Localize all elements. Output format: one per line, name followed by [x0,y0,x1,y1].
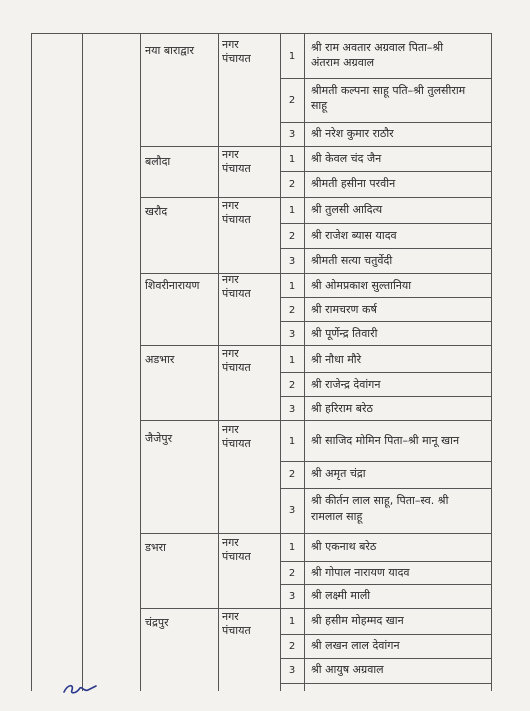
member-name: श्री हरिराम बरेठ [311,402,373,415]
member-number: 2 [288,380,296,391]
member-name: श्रीमती कल्पना साहू पति–श्री तुलसीराम [311,84,466,97]
member-name-cont: साहू [311,99,328,112]
place-name: नया बाराद्वार [145,44,194,57]
row-rule [280,658,492,659]
body-type-line2: पंचायत [222,52,251,65]
member-name: श्री पूर्णेन्द्र तिवारी [311,327,378,340]
column-rule [140,33,141,691]
member-name-cont: रामलाल साहू [311,510,363,523]
member-number: 2 [288,95,296,106]
place-name: चंद्रपुर [145,616,169,629]
member-name-cont: अंतराम अग्रवाल [311,56,375,69]
member-name: श्री ओमप्रकाश सुल्तानिया [311,279,412,292]
member-number: 2 [288,305,296,316]
place-name: डभरा [145,541,166,554]
body-type-line2: पंचायत [222,361,251,374]
body-type-line1: नगर [222,148,239,161]
member-number: 3 [288,591,296,602]
member-name: श्री रामचरण कर्ष [311,303,377,316]
member-number: 3 [288,129,296,140]
handwritten-signature-mark [62,678,98,698]
member-number: 2 [288,469,296,480]
member-number: 1 [288,281,296,292]
row-rule [280,461,492,462]
place-name: शिवरीनारायण [145,279,200,292]
member-name: श्री नरेश कुमार राठौर [311,127,394,140]
member-name: श्री लखन लाल देवांगन [311,639,400,652]
member-number: 3 [288,404,296,415]
table-border-top [31,33,492,34]
body-type-line1: नगर [222,38,239,51]
member-number: 2 [288,231,296,242]
row-rule [280,78,492,79]
row-rule [280,488,492,489]
place-name: बलौदा [145,155,171,168]
body-type-line1: नगर [222,610,239,623]
row-rule [280,683,492,684]
member-name: श्री गोपाल नारायण यादव [311,566,410,579]
member-name: श्री आयुष अग्रवाल [311,663,384,676]
row-rule [280,372,492,373]
member-name: श्री साजिद मोमिन पिता–श्री मानू खान [311,434,460,447]
row-rule [140,533,492,534]
row-rule [280,297,492,298]
place-name: जैजेपुर [145,432,173,445]
member-number: 2 [288,641,296,652]
member-number: 3 [288,329,296,340]
member-number: 1 [288,355,296,366]
member-name: श्री अमृत चंद्रा [311,467,366,480]
member-number: 3 [288,505,296,516]
row-rule [280,122,492,123]
body-type-line1: नगर [222,536,239,549]
member-name: श्री हसीम मोहम्मद खान [311,614,404,627]
column-rule [304,33,305,691]
member-name: श्री केवल चंद जैन [311,152,382,165]
place-name: खरौद [145,205,168,218]
row-rule [140,345,492,346]
row-rule [140,608,492,609]
column-rule [218,33,219,691]
row-rule [280,223,492,224]
body-type-line1: नगर [222,199,239,212]
member-name: श्री तुलसी आदित्य [311,203,383,216]
body-type-line2: पंचायत [222,213,251,226]
member-number: 1 [288,616,296,627]
row-rule [280,396,492,397]
member-number: 2 [288,179,296,190]
body-type-line2: पंचायत [222,287,251,300]
member-name: श्री नौधा मौरे [311,353,362,366]
body-type-line2: पंचायत [222,550,251,563]
member-number: 1 [288,205,296,216]
table-border-left [31,33,32,691]
member-name: श्रीमती हसीना परवीन [311,177,396,190]
row-rule [280,248,492,249]
body-type-line2: पंचायत [222,624,251,637]
row-rule [140,197,492,198]
table-border-right [491,33,492,691]
row-rule [140,420,492,421]
member-number: 1 [288,51,296,62]
row-rule [140,146,492,147]
member-name: श्री एकनाथ बरेठ [311,540,377,553]
member-name: श्रीमती सत्या चतुर्वेदी [311,254,393,267]
body-type-line2: पंचायत [222,437,251,450]
member-name: श्री लक्ष्मी माली [311,589,371,602]
row-rule [280,561,492,562]
member-number: 3 [288,256,296,267]
body-type-line2: पंचायत [222,162,251,175]
row-rule [140,273,492,274]
member-number: 1 [288,542,296,553]
member-number: 1 [288,436,296,447]
row-rule [280,634,492,635]
member-number: 2 [288,568,296,579]
member-number: 3 [288,665,296,676]
column-rule [82,33,83,691]
row-rule [280,171,492,172]
body-type-line1: नगर [222,423,239,436]
member-name: श्री राम अवतार अग्रवाल पिता–श्री [311,41,444,54]
body-type-line1: नगर [222,273,239,286]
row-rule [280,321,492,322]
member-number: 1 [288,154,296,165]
member-name: श्री राजेश ब्यास यादव [311,229,397,242]
member-name: श्री कीर्तन लाल साहू, पिता–स्व. श्री [311,494,449,507]
body-type-line1: नगर [222,347,239,360]
member-name: श्री राजेन्द्र देवांगन [311,378,381,391]
place-name: अडभार [145,353,175,366]
row-rule [280,584,492,585]
